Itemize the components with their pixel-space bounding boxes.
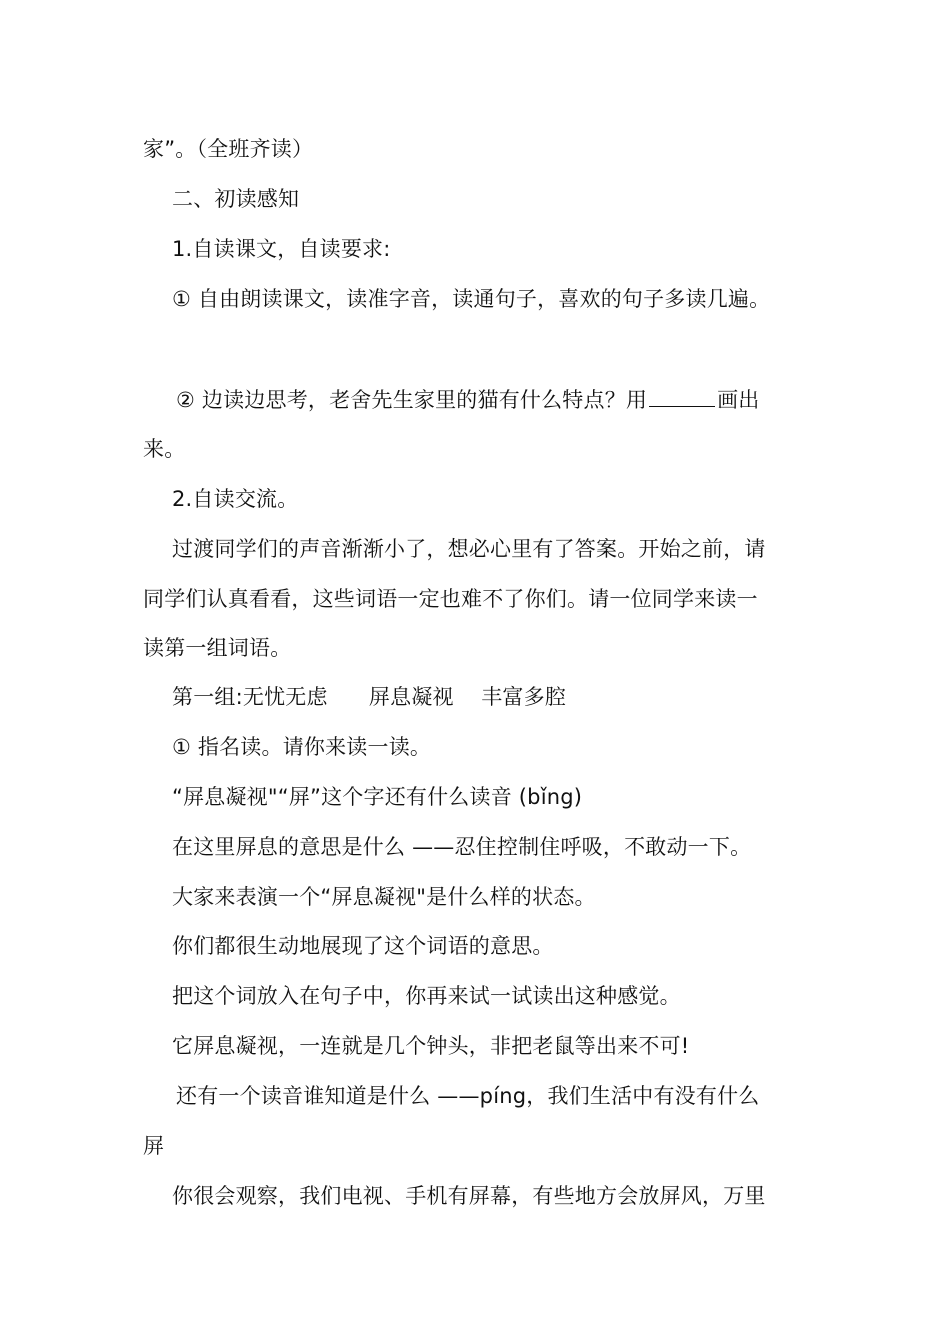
text-line-21: 你很会观察，我们电视、手机有屏幕，有些地方会放屏风，万里 bbox=[172, 1184, 766, 1208]
text-line-19: 还有一个读音谁知道是什么 ——píng，我们生活中有没有什么 bbox=[176, 1084, 760, 1108]
text-line-13: “屏息凝视"“屏”这个字还有什么读音 (bǐng) bbox=[172, 785, 583, 809]
text-line-5 bbox=[176, 384, 760, 415]
text-line-15: 大家来表演一个“屏息凝视"是什么样的状态。 bbox=[172, 885, 596, 909]
text-line-14: 在这里屏息的意思是什么 ——忍住控制住呼吸，不敢动一下。 bbox=[172, 835, 752, 859]
text-line-6: 来。 bbox=[143, 437, 186, 461]
fill-in-blank-underline bbox=[649, 384, 715, 407]
text-line-3: 1.自读课文，自读要求: bbox=[172, 237, 391, 261]
text-line-11: 第一组:无忧无虑 屏息凝视 丰富多腔 bbox=[172, 685, 567, 709]
text-line-1: 家”。（全班齐读） bbox=[143, 137, 314, 161]
text-line-16: 你们都很生动地展现了这个词语的意思。 bbox=[172, 934, 554, 958]
text-line-17: 把这个词放入在句子中，你再来试一试读出这种感觉。 bbox=[172, 984, 681, 1008]
text-line-18: 它屏息凝视，一连就是几个钟头，非把老鼠等出来不可! bbox=[172, 1034, 690, 1058]
text-line-12: ① 指名读。请你来读一读。 bbox=[172, 735, 432, 759]
text-line-9: 同学们认真看看，这些词语一定也难不了你们。请一位同学来读一 bbox=[143, 587, 758, 611]
text-line-5-part-b: 画出 bbox=[717, 388, 760, 412]
text-line-4: ① 自由朗读课文，读准字音，读通句子，喜欢的句子多读几遍。 bbox=[172, 287, 771, 311]
text-line-8: 过渡同学们的声音渐渐小了，想必心里有了答案。开始之前，请 bbox=[172, 537, 766, 561]
text-line-5-part-a: ② 边读边思考，老舍先生家里的猫有什么特点？用 bbox=[176, 388, 648, 412]
section-heading-initial-reading: 二、初读感知 bbox=[172, 187, 300, 211]
text-line-10: 读第一组词语。 bbox=[143, 636, 292, 660]
text-line-20: 屏 bbox=[143, 1134, 165, 1158]
text-line-7: 2.自读交流。 bbox=[172, 487, 299, 511]
